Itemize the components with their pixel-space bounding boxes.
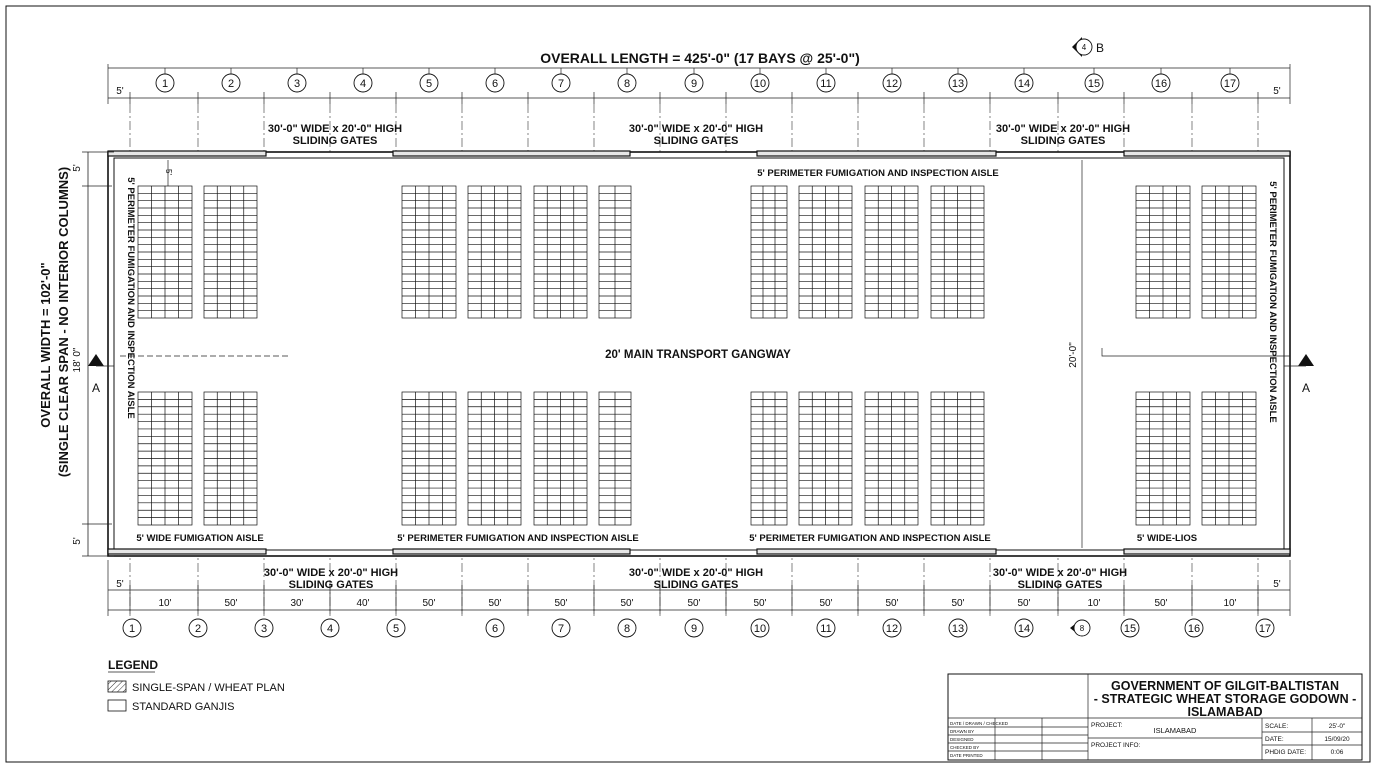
tb-scale-label: SCALE: — [1265, 723, 1289, 730]
grid-label-top-4: 4 — [359, 78, 367, 90]
grid-label-top-1: 1 — [161, 78, 169, 90]
grid-label-bottom-14: 14 — [1017, 623, 1031, 635]
grid-label-bottom-12: 12 — [885, 623, 899, 635]
bay-dim-17: 10' — [1223, 598, 1237, 609]
svg-text:5': 5' — [72, 537, 83, 545]
top-right-edge-dim: 5' — [1273, 86, 1281, 97]
legend — [108, 658, 285, 713]
wheat-stack — [138, 392, 192, 525]
tb-project-label: PROJECT: — [1091, 722, 1123, 729]
svg-text:30'-0" WIDE x 20'-0" HIGH: 30'-0" WIDE x 20'-0" HIGH — [628, 567, 764, 579]
svg-text:30'-0" WIDE x 20'-0" HIGH: 30'-0" WIDE x 20'-0" HIGH — [992, 567, 1128, 579]
legend-swatch-hatched — [108, 681, 126, 692]
tb-line-2: - STRATEGIC WHEAT STORAGE GODOWN - — [1093, 692, 1357, 706]
wheat-stack — [799, 392, 852, 525]
svg-text:A: A — [1301, 381, 1311, 395]
tb-line-3: ISLAMABAD — [1187, 705, 1263, 719]
section-b-marker — [1072, 37, 1104, 57]
gate-label-top-1 — [268, 123, 402, 147]
grid-label-top-14: 14 — [1017, 78, 1031, 90]
bay-dim-14: 50' — [1017, 598, 1031, 609]
gate-label-bottom-3 — [993, 567, 1127, 591]
grid-label-bottom-4: 4 — [326, 623, 334, 635]
wheat-stack — [1202, 186, 1256, 318]
aisle-label-bottom-left: 5' WIDE FUMIGATION AISLE — [136, 533, 264, 544]
title-block — [948, 674, 1362, 760]
svg-text:SLIDING GATES: SLIDING GATES — [288, 579, 374, 591]
tb-small-row-5: DATE PRINTED — [950, 753, 983, 758]
bay-dim-7: 50' — [554, 598, 568, 609]
wheat-stack — [534, 392, 587, 525]
legend-title: LEGEND — [108, 658, 159, 672]
bay-dim-1: 10' — [158, 598, 172, 609]
section-b-bottom-marker — [1070, 620, 1090, 636]
grid-label-bottom-17: 17 — [1258, 623, 1272, 635]
svg-text:18' 0": 18' 0" — [72, 347, 83, 373]
grid-label-top-2: 2 — [227, 78, 235, 90]
bay-dim-9: 50' — [687, 598, 701, 609]
aisle-label-top-right: 5' PERIMETER FUMIGATION AND INSPECTION AISLE — [757, 168, 999, 179]
tb-project-info-label: PROJECT INFO: — [1091, 742, 1141, 749]
grid-label-top-6: 6 — [491, 78, 499, 90]
bay-dim-4: 40' — [356, 598, 370, 609]
svg-text:5': 5' — [72, 164, 83, 172]
svg-text:5': 5' — [164, 169, 173, 175]
top-grid-bubbles — [130, 68, 1258, 104]
top-left-edge-dim: 5' — [116, 86, 124, 97]
gate-label-bottom-2 — [629, 567, 763, 591]
legend-swatch-plain — [108, 700, 126, 711]
aisle-label-bottom-mid: 5' PERIMETER FUMIGATION AND INSPECTION AISLE — [397, 533, 639, 544]
tb-small-row-1: DATE / DRAWN / CHECKED — [950, 721, 1009, 726]
tb-sheet-label: PHDIG DATE: — [1265, 749, 1307, 756]
overall-width-label: OVERALL WIDTH = 102'-0" — [38, 262, 53, 428]
grid-label-top-17: 17 — [1223, 78, 1237, 90]
legend-item-1: SINGLE-SPAN / WHEAT PLAN — [132, 682, 285, 694]
bay-dim-5: 50' — [422, 598, 436, 609]
overall-width-sublabel: (SINGLE CLEAR SPAN - NO INTERIOR COLUMNS) — [56, 166, 71, 478]
wheat-stack — [534, 186, 587, 318]
bay-dim-16: 50' — [1154, 598, 1168, 609]
wheat-stack — [1202, 392, 1256, 525]
aisle-label-right-vertical: 5' PERIMETER FUMIGATION AND INSPECTION AISLE — [1267, 181, 1278, 423]
tb-small-row-2: DRAWN BY — [950, 729, 975, 734]
bottom-right-edge-dim: 5' — [1273, 579, 1281, 590]
bottom-left-edge-dim: 5' — [116, 579, 124, 590]
grid-label-top-3: 3 — [293, 78, 301, 90]
tb-scale-value: 25'-0" — [1328, 723, 1346, 730]
wheat-stack — [468, 186, 521, 318]
tb-small-row-3: DESIGNED — [950, 737, 974, 742]
grid-label-top-12: 12 — [885, 78, 899, 90]
svg-text:30'-0" WIDE x 20'-0" HIGH: 30'-0" WIDE x 20'-0" HIGH — [995, 123, 1131, 135]
bay-dim-13: 50' — [951, 598, 965, 609]
wheat-stack — [402, 392, 456, 525]
bay-dim-11: 50' — [819, 598, 833, 609]
grid-label-bottom-13: 13 — [951, 623, 965, 635]
section-b-bubble-text: 4 — [1081, 43, 1087, 52]
grid-label-bottom-7: 7 — [557, 623, 565, 635]
bay-dim-2: 50' — [224, 598, 238, 609]
wheat-stack — [799, 186, 852, 318]
gate-label-bottom-1 — [264, 567, 398, 591]
wheat-stack — [1136, 392, 1190, 525]
wheat-stack — [599, 392, 631, 525]
grid-label-bottom-5: 5 — [392, 623, 400, 635]
tb-project-value: ISLAMABAD — [1153, 726, 1197, 735]
bay-dim-3: 30' — [290, 598, 304, 609]
grid-label-bottom-1: 1 — [128, 623, 136, 635]
wheat-stack — [931, 392, 984, 525]
grid-label-top-15: 15 — [1087, 78, 1101, 90]
aisle-label-left-vertical: 5' PERIMETER FUMIGATION AND INSPECTION AISLE — [125, 177, 136, 419]
tb-line-1: GOVERNMENT OF GILGIT-BALTISTAN — [1111, 679, 1339, 693]
bay-dim-10: 50' — [753, 598, 767, 609]
wheat-stack — [865, 186, 918, 318]
svg-text:A: A — [91, 381, 101, 395]
grid-label-bottom-16: 16 — [1187, 623, 1201, 635]
grid-label-bottom-9: 9 — [690, 623, 698, 635]
grid-label-top-11: 11 — [820, 78, 832, 90]
overall-length-title: OVERALL LENGTH = 425'-0" (17 BAYS @ 25'-0") — [540, 50, 860, 66]
svg-text:SLIDING GATES: SLIDING GATES — [1020, 135, 1106, 147]
grid-label-top-7: 7 — [557, 78, 565, 90]
gate-label-top-3 — [996, 123, 1130, 147]
aisle-label-bottom-right: 5' WIDE-LIOS — [1136, 533, 1198, 544]
tb-date-label: DATE: — [1265, 736, 1284, 743]
wheat-stack — [865, 392, 918, 525]
svg-text:30'-0" WIDE x 20'-0" HIGH: 30'-0" WIDE x 20'-0" HIGH — [628, 123, 764, 135]
grid-label-top-8: 8 — [623, 78, 631, 90]
grid-label-bottom-10: 10 — [753, 623, 767, 635]
bay-dim-12: 50' — [885, 598, 899, 609]
wheat-stack — [599, 186, 631, 318]
grid-label-bottom-2: 2 — [194, 623, 202, 635]
grid-label-bottom-3: 3 — [260, 623, 268, 635]
grid-label-bottom-8: 8 — [623, 623, 631, 635]
wheat-stack — [204, 392, 257, 525]
svg-text:30'-0" WIDE x 20'-0" HIGH: 30'-0" WIDE x 20'-0" HIGH — [267, 123, 403, 135]
grid-label-bottom-15: 15 — [1123, 623, 1137, 635]
svg-text:8: 8 — [1079, 624, 1085, 633]
legend-item-2: STANDARD GANJIS — [132, 701, 235, 713]
grid-label-top-9: 9 — [690, 78, 698, 90]
svg-text:SLIDING GATES: SLIDING GATES — [653, 579, 739, 591]
bay-dim-8: 50' — [620, 598, 634, 609]
grid-label-top-16: 16 — [1154, 78, 1168, 90]
svg-text:SLIDING GATES: SLIDING GATES — [653, 135, 739, 147]
gate-label-top-2 — [629, 123, 763, 147]
aisle-label-bottom-right-mid: 5' PERIMETER FUMIGATION AND INSPECTION AISLE — [749, 533, 991, 544]
svg-text:SLIDING GATES: SLIDING GATES — [1017, 579, 1103, 591]
svg-text:30'-0" WIDE x 20'-0" HIGH: 30'-0" WIDE x 20'-0" HIGH — [263, 567, 399, 579]
bottom-grid-bubbles — [123, 619, 1274, 637]
svg-text:SLIDING GATES: SLIDING GATES — [292, 135, 378, 147]
bay-dim-15: 10' — [1087, 598, 1101, 609]
wheat-stack — [751, 186, 787, 318]
tb-sheet-value: 0:06 — [1330, 749, 1344, 756]
grid-label-top-13: 13 — [951, 78, 965, 90]
wheat-stack — [751, 392, 787, 525]
wheat-stack — [1136, 186, 1190, 318]
grid-label-bottom-6: 6 — [491, 623, 499, 635]
grid-label-top-5: 5 — [425, 78, 433, 90]
wheat-stack — [468, 392, 521, 525]
bay-dim-6: 50' — [488, 598, 502, 609]
wheat-stack — [402, 186, 456, 318]
tb-date-value: 15/09/20 — [1324, 736, 1350, 743]
grid-label-bottom-11: 11 — [820, 623, 832, 635]
gangway-label: 20' MAIN TRANSPORT GANGWAY — [605, 349, 791, 361]
tb-small-row-4: CHECKED BY — [950, 745, 980, 750]
svg-text:20'-0": 20'-0" — [1068, 342, 1079, 368]
section-b-label: B — [1095, 41, 1105, 55]
wheat-stack — [931, 186, 984, 318]
grid-label-top-10: 10 — [753, 78, 767, 90]
wheat-stack — [138, 186, 192, 318]
wheat-stack — [204, 186, 257, 318]
